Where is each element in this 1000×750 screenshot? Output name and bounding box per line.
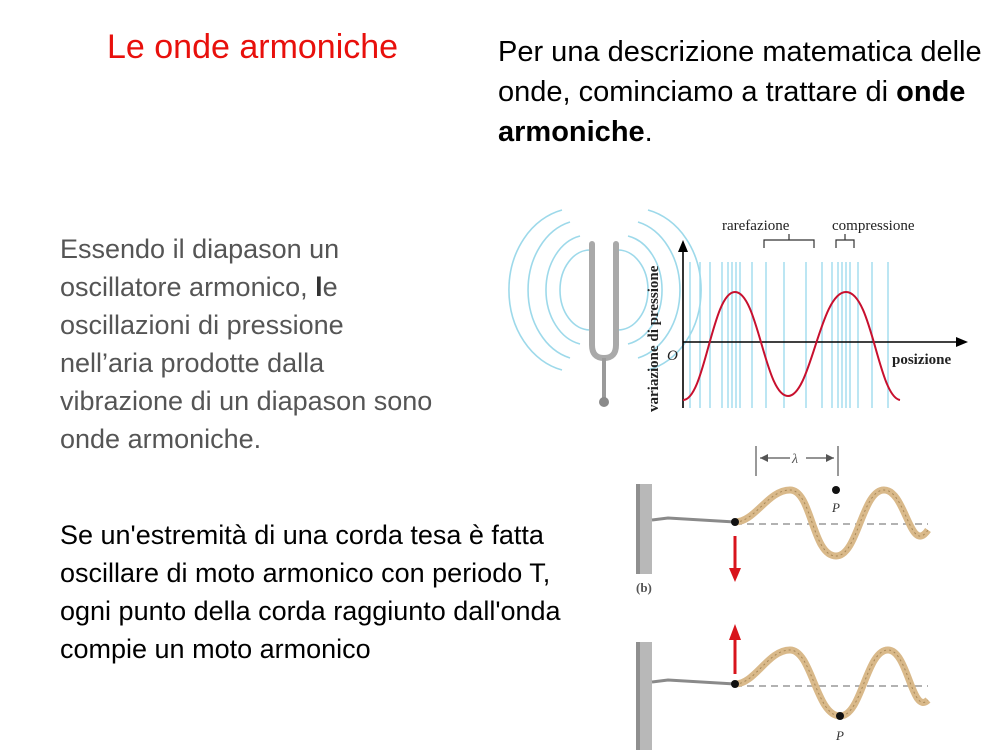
rope-wave-figure-b: [636, 446, 928, 595]
tuning-fork-text-1: Essendo il diapason un oscillatore armonico,: [60, 234, 340, 302]
rope-wave-c: [735, 650, 928, 716]
air-density-lines: [690, 262, 888, 408]
point-p-label-b: P: [832, 500, 840, 515]
down-arrow-icon: [729, 536, 741, 582]
rope-end-dot-c: [731, 680, 739, 688]
rarefaction-label: rarefazione: [722, 218, 790, 234]
origin-label: O: [667, 348, 678, 364]
intro-text-end: .: [644, 116, 653, 148]
rarefaction-bracket: [764, 234, 814, 248]
slide-title: Le onde armoniche: [107, 28, 399, 66]
clamp-rod-b: [652, 518, 735, 522]
point-p-label-c: P: [836, 728, 844, 743]
y-axis-label: variazione di pressione: [646, 265, 662, 412]
pressure-wave-figure: [509, 210, 968, 412]
rope-wave-figure-c: [636, 624, 928, 750]
intro-text-start: Per una descrizione matematica delle onde, cominciamo a trattare di: [498, 36, 982, 108]
intro-bold-term: onde armoniche: [498, 76, 966, 148]
compression-bracket: [836, 234, 854, 248]
pressure-wave-curve: [683, 292, 900, 400]
tuning-fork-icon: [592, 244, 616, 407]
point-p-dot-b: [832, 486, 840, 494]
tuning-fork-bold: l: [315, 272, 323, 302]
point-p-dot-c: [836, 712, 844, 720]
wall-b: [638, 484, 652, 574]
wall-c: [638, 642, 652, 750]
string-paragraph: Se un'estremità di una corda tesa è fatta oscillare di moto armonico con periodo T, ogni punto della corda raggiunto dall'onda compie un moto armonico: [60, 520, 561, 664]
lambda-label: λ: [792, 452, 799, 467]
tuning-fork-text-2: e oscillazioni di pressione nell’aria prodotte dalla vibrazione di un diapason sono onde armoniche.: [60, 272, 433, 454]
sound-wave-rings: [509, 210, 701, 370]
compression-label: compressione: [832, 218, 915, 234]
clamp-rod-c: [652, 680, 735, 684]
rope-end-dot-b: [731, 518, 739, 526]
up-arrow-icon: [729, 624, 741, 674]
x-axis-label: posizione: [892, 352, 952, 368]
panel-b-label: (b): [636, 580, 652, 595]
